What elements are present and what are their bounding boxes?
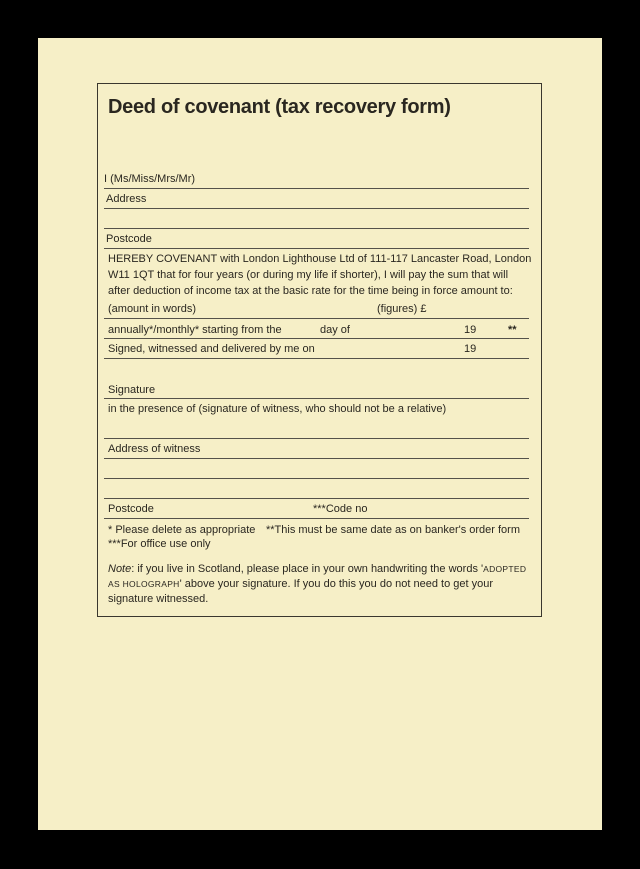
address-line-1[interactable] bbox=[104, 208, 529, 209]
witness-address-line-3[interactable] bbox=[104, 498, 529, 499]
witness-address-line-1[interactable] bbox=[104, 458, 529, 459]
amount-words-label: (amount in words) bbox=[108, 303, 197, 315]
footnote-office-use: ***For office use only bbox=[108, 538, 211, 550]
double-star-1: ** bbox=[508, 324, 517, 336]
note-text-2: ' above your signature. If you do this you do not need to get your signature witnessed. bbox=[108, 578, 493, 605]
witness-address-label: Address of witness bbox=[108, 443, 201, 455]
start-date-line[interactable] bbox=[104, 338, 529, 339]
form-title: Deed of covenant (tax recovery form) bbox=[108, 96, 451, 118]
name-label: I (Ms/Miss/Mrs/Mr) bbox=[104, 173, 196, 185]
signature-label: Signature bbox=[108, 384, 156, 396]
address-label: Address bbox=[106, 193, 147, 205]
covenant-form bbox=[97, 83, 542, 617]
scotland-note bbox=[108, 562, 533, 607]
note-smallcaps: ADOPTED AS HOLOGRAPH bbox=[108, 564, 527, 589]
signed-date-line[interactable] bbox=[104, 358, 529, 359]
note-text-1: : if you live in Scotland, please place in your own handwriting the words ' bbox=[131, 563, 484, 575]
form-paper bbox=[38, 38, 602, 830]
witness-address-line-2[interactable] bbox=[104, 478, 529, 479]
covenant-text: HEREBY COVENANT with London Lighthouse Ltd of 111-117 Lancaster Road, London W11 1QT that for four years (or during my life if shorter), I will pay the sum that will after deduction of income tax at the basic rate for the time being in force amount to: bbox=[108, 253, 532, 297]
amount-line[interactable] bbox=[104, 318, 529, 319]
year-prefix-2: 19 bbox=[464, 343, 477, 355]
figures-label: (figures) £ bbox=[377, 303, 427, 315]
witness-signature-line[interactable] bbox=[104, 438, 529, 439]
postcode-label: Postcode bbox=[106, 233, 152, 245]
postcode-line[interactable] bbox=[104, 248, 529, 249]
frequency-label: annually*/monthly* starting from the bbox=[108, 324, 282, 336]
signed-label: Signed, witnessed and delivered by me on bbox=[108, 343, 315, 355]
year-prefix-1: 19 bbox=[464, 324, 477, 336]
footnote-same-date: **This must be same date as on banker's order form bbox=[266, 524, 520, 536]
note-label: Note bbox=[108, 563, 132, 575]
witness-postcode-line[interactable] bbox=[104, 518, 529, 519]
footnote-delete: * Please delete as appropriate bbox=[108, 524, 256, 536]
witness-postcode-label: Postcode bbox=[108, 503, 154, 515]
presence-label: in the presence of (signature of witness, who should not be a relative) bbox=[108, 403, 447, 415]
day-of-label: day of bbox=[320, 324, 350, 336]
code-no-label: ***Code no bbox=[313, 503, 368, 515]
name-line[interactable] bbox=[104, 188, 529, 189]
address-line-2[interactable] bbox=[104, 228, 529, 229]
signature-line[interactable] bbox=[104, 398, 529, 399]
